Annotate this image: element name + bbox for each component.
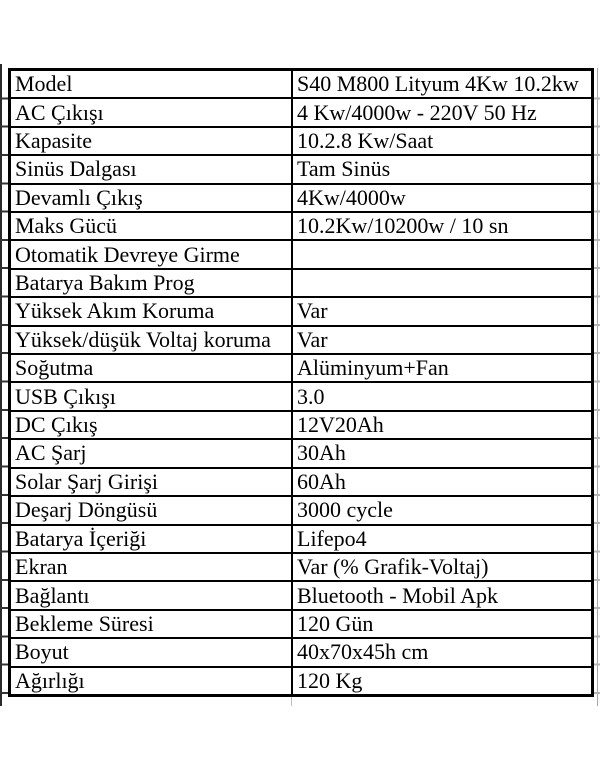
spec-value-cell (291, 469, 591, 495)
spec-value: Var (297, 326, 328, 352)
spec-label-cell (11, 327, 291, 353)
spec-value-cell (291, 298, 591, 324)
table-row (11, 526, 591, 554)
table-row (11, 582, 591, 610)
spec-value-cell (291, 526, 591, 552)
spec-value: 120 Gün (297, 610, 374, 636)
spreadsheet-gridline-divider-stub (291, 697, 292, 706)
spec-value: Lifepo4 (297, 525, 367, 551)
spec-label: USB Çıkışı (15, 383, 116, 409)
spec-label-cell (11, 241, 291, 267)
spec-label: Yüksek Akım Koruma (15, 298, 215, 324)
spec-value: 4Kw/4000w (297, 184, 406, 210)
spec-label-cell (11, 469, 291, 495)
spec-label-cell (11, 213, 291, 239)
spec-value: S40 M800 Lityum 4Kw 10.2kw (297, 71, 579, 97)
spec-label: Solar Şarj Girişi (15, 468, 158, 494)
spec-label: Yüksek/düşük Voltaj koruma (15, 326, 271, 352)
spec-value-cell (291, 327, 591, 353)
spec-value: Var (% Grafik-Voltaj) (297, 554, 489, 580)
table-row (11, 469, 591, 497)
spec-label: Kapasite (15, 128, 92, 154)
table-row (11, 355, 591, 383)
spec-label: Otomatik Devreye Girme (15, 241, 240, 267)
spec-label-cell (11, 185, 291, 211)
spec-label-cell (11, 71, 291, 97)
spec-label: AC Şarj (15, 440, 87, 466)
spec-label: Boyut (15, 639, 69, 665)
spec-value-cell (291, 156, 591, 182)
spec-label: Batarya Bakım Prog (15, 270, 195, 296)
table-row (11, 213, 591, 241)
spec-label-cell (11, 383, 291, 409)
spec-value-cell (291, 185, 591, 211)
spec-value: Tam Sinüs (297, 156, 391, 182)
spec-value-cell (291, 412, 591, 438)
spec-label-cell (11, 298, 291, 324)
spec-value-cell (291, 71, 591, 97)
spec-label: DC Çıkış (15, 412, 98, 438)
table-row (11, 440, 591, 468)
spec-value: Alüminyum+Fan (297, 355, 449, 381)
spec-label: Sinüs Dalgası (15, 156, 137, 182)
spec-value-cell (291, 440, 591, 466)
table-row (11, 668, 591, 694)
spec-value-cell (291, 270, 591, 296)
spec-value: 30Ah (297, 440, 346, 466)
spec-label-cell (11, 639, 291, 665)
spec-value-cell (291, 213, 591, 239)
spec-value: Var (297, 298, 328, 324)
spec-label: Maks Gücü (15, 213, 118, 239)
table-row (11, 156, 591, 184)
spec-value-cell (291, 554, 591, 580)
spec-value-cell (291, 639, 591, 665)
row-gridline-extensions-left (0, 71, 8, 694)
row-gridline-extensions-right (594, 71, 600, 694)
spec-label: Bağlantı (15, 582, 90, 608)
table-row (11, 185, 591, 213)
spec-label: Bekleme Süresi (15, 610, 154, 636)
spec-label-cell (11, 526, 291, 552)
spec-label: AC Çıkışı (15, 99, 104, 125)
table-row (11, 270, 591, 298)
table-row (11, 327, 591, 355)
table-row (11, 412, 591, 440)
spec-label-cell (11, 582, 291, 608)
table-row (11, 383, 591, 411)
spec-label-cell (11, 270, 291, 296)
spec-value: 3000 cycle (297, 497, 393, 523)
table-row (11, 497, 591, 525)
spec-value: Bluetooth - Mobil Apk (297, 582, 499, 608)
spec-label: Ekran (15, 554, 68, 580)
spec-label: Deşarj Döngüsü (15, 497, 158, 523)
spec-label-cell (11, 156, 291, 182)
spec-label-cell (11, 440, 291, 466)
spec-value-cell (291, 99, 591, 125)
spec-value-cell (291, 497, 591, 523)
spec-label-cell (11, 497, 291, 523)
spec-label: Model (15, 71, 73, 97)
spec-label-cell (11, 128, 291, 154)
spec-label-cell (11, 611, 291, 637)
spec-value-cell (291, 582, 591, 608)
spec-value: 12V20Ah (297, 412, 384, 438)
spec-table (8, 68, 594, 697)
spec-value: 4 Kw/4000w - 220V 50 Hz (297, 99, 537, 125)
spec-value: 10.2Kw/10200w / 10 sn (297, 213, 509, 239)
spec-value: 10.2.8 Kw/Saat (297, 128, 434, 154)
table-row (11, 99, 591, 127)
spec-value-cell (291, 355, 591, 381)
spec-label-cell (11, 412, 291, 438)
spec-label-cell (11, 99, 291, 125)
spec-value-cell (291, 241, 591, 267)
spec-value: 40x70x45h cm (297, 639, 429, 665)
table-row (11, 611, 591, 639)
spec-value-cell (291, 668, 591, 694)
table-row (11, 241, 591, 269)
spec-label-cell (11, 554, 291, 580)
table-row (11, 298, 591, 326)
spec-value: 60Ah (297, 468, 346, 494)
spec-value-cell (291, 128, 591, 154)
spec-value: 120 Kg (297, 667, 363, 693)
table-row (11, 554, 591, 582)
spec-label: Soğutma (15, 355, 94, 381)
spec-label-cell (11, 668, 291, 694)
spec-label: Ağırlığı (15, 667, 85, 693)
spec-label: Batarya İçeriği (15, 525, 147, 551)
table-row (11, 128, 591, 156)
spec-label-cell (11, 355, 291, 381)
spec-value-cell (291, 611, 591, 637)
spec-label: Devamlı Çıkış (15, 184, 143, 210)
spec-value: 3.0 (297, 383, 325, 409)
table-row (11, 71, 591, 99)
table-row (11, 639, 591, 667)
spec-value-cell (291, 383, 591, 409)
